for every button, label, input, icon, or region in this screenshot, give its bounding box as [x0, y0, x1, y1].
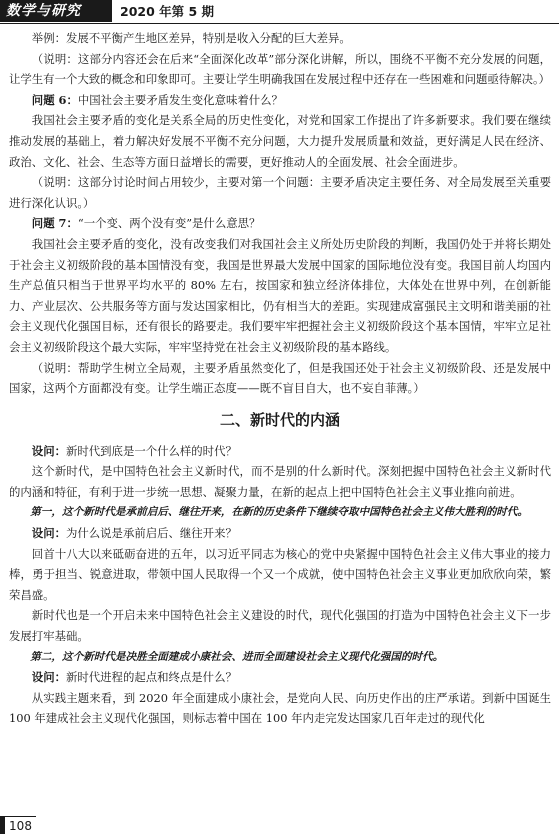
page-header — [0, 0, 559, 26]
journal-logo-bar — [0, 0, 112, 22]
page-number: 108 — [0, 816, 36, 834]
note-paragraph: （说明：帮助学生树立全局观，主要矛盾虽然变化了，但是我国还处于社会主义初级阶段、还是发展中国家，这两个方面都没有变。让学生端正态度——既不盲目自大，也不妄自菲薄。） — [9, 360, 551, 396]
question-text: 新时代到底是一个什么样的时代？ — [65, 443, 237, 458]
question-text: 中国社会主要矛盾发生变化意味着什么？ — [77, 92, 283, 107]
question-7 — [9, 213, 551, 234]
paragraph: 从实践主题来看，到 2020 年全面建成小康社会，是党向人民、向历史作出的庄严承诺。到新中国诞生 100 年建成社会主义现代化强国，则标志着中国在 100 年内走完发达国家几百年走过的现代化 — [9, 690, 551, 726]
question-label: 设问： — [31, 443, 66, 458]
journal-name: 数学与研究 — [6, 3, 81, 19]
question-text: 为什么说是承前启后、继往开来？ — [65, 526, 237, 541]
note-paragraph: （说明：这部分讨论时间占用较少，主要对第一个问题：主要矛盾决定主要任务、对全局发展至关重要进行深化认识。） — [9, 175, 551, 210]
question-6 — [9, 90, 551, 111]
paragraph: 新时代也是一个开启未来中国特色社会主义建设的时代，现代化强国的打造为中国特色社会主义下一步发展打牢基础。 — [9, 608, 551, 644]
paragraph: 回首十八大以来砥砺奋进的五年，以习近平同志为核心的党中央紧握中国特色社会主义伟大事业的接力棒，勇于担当、锐意进取，带领中国人民取得一个又一个成就，使中国特色社会主义事业更加欣欣向荣，繁荣昌盛。 — [9, 546, 551, 602]
paragraph: 我国社会主要矛盾的变化，没有改变我们对我国社会主义所处历史阶段的判断，我国仍处于并将长期处于社会主义初级阶段的基本国情没有变，我国是世界最大发展中国家的国际地位没有变。我国目前人均国内生产总值只相当于世界平均水平的 80% 左右，按国家和独立经济体排位，大体处在世界中列，在创新能力、产业层次、公共服务等方面与发达国家相比，仍有相当大的差距。实现建成富强民主文明和谐美丽的社会主义现代化强国目标，还有很长的路要走。我们要牢牢把握社会主义初级阶段这个基本国情，牢牢立足社会主义初级阶段这个最大实际，牢牢坚持党在社会主义初级阶段的基本路线。 — [9, 236, 551, 354]
paragraph: 这个新时代，是中国特色社会主义新时代，而不是别的什么新时代。深刻把握中国特色社会主义新时代的内涵和特征，有利于进一步统一思想、凝聚力量，在新的起点上把中国特色社会主义事业推向前进。 — [9, 464, 551, 499]
article-body — [9, 28, 551, 729]
question-label: 设问： — [31, 670, 66, 685]
question-label: 设问： — [31, 526, 66, 541]
question-label: 问题 7： — [31, 216, 78, 231]
issue-label: 2020 年第 5 期 — [120, 4, 215, 19]
question-text: “一个变、两个没有变”是什么意思？ — [77, 216, 261, 231]
prompt-question — [9, 441, 551, 462]
prompt-question — [9, 523, 551, 544]
note-paragraph: （说明：这部分内容还会在后来“全面深化改革”部分深化讲解，所以，围绕不平衡不充分发展的问题，让学生有一个大致的概念和印象即可。主要让学生明确我国在发展过程中还存在一些困难和问题亟待解决。） — [9, 51, 551, 87]
prompt-question — [9, 667, 551, 688]
page-footer — [0, 812, 559, 836]
section-heading: 二、新时代的内涵 — [219, 410, 340, 429]
question-label: 问题 6： — [31, 92, 78, 107]
key-point-2: 第二，这个新时代是决胜全面建成小康社会、进而全面建设社会主义现代化强国的时代。 — [30, 650, 444, 663]
question-text: 新时代进程的起点和终点是什么？ — [65, 670, 237, 685]
paragraph: 举例：发展不平衡产生地区差异，特别是收入分配的巨大差异。 — [31, 31, 351, 45]
paragraph: 我国社会主要矛盾的变化是关系全局的历史性变化，对党和国家工作提出了许多新要求。我们要在继续推动发展的基础上，着力解决好发展不平衡不充分问题，大力提升发展质量和效益，更好满足人民在经济、政治、文化、社会、生态等方面日益增长的需要，更好推动人的全面发展、社会全面进步。 — [9, 113, 551, 169]
header-rule — [0, 23, 559, 24]
key-point-1: 第一，这个新时代是承前启后、继往开来，在新的历史条件下继续夺取中国特色社会主义伟大胜利的时代。 — [30, 506, 529, 519]
